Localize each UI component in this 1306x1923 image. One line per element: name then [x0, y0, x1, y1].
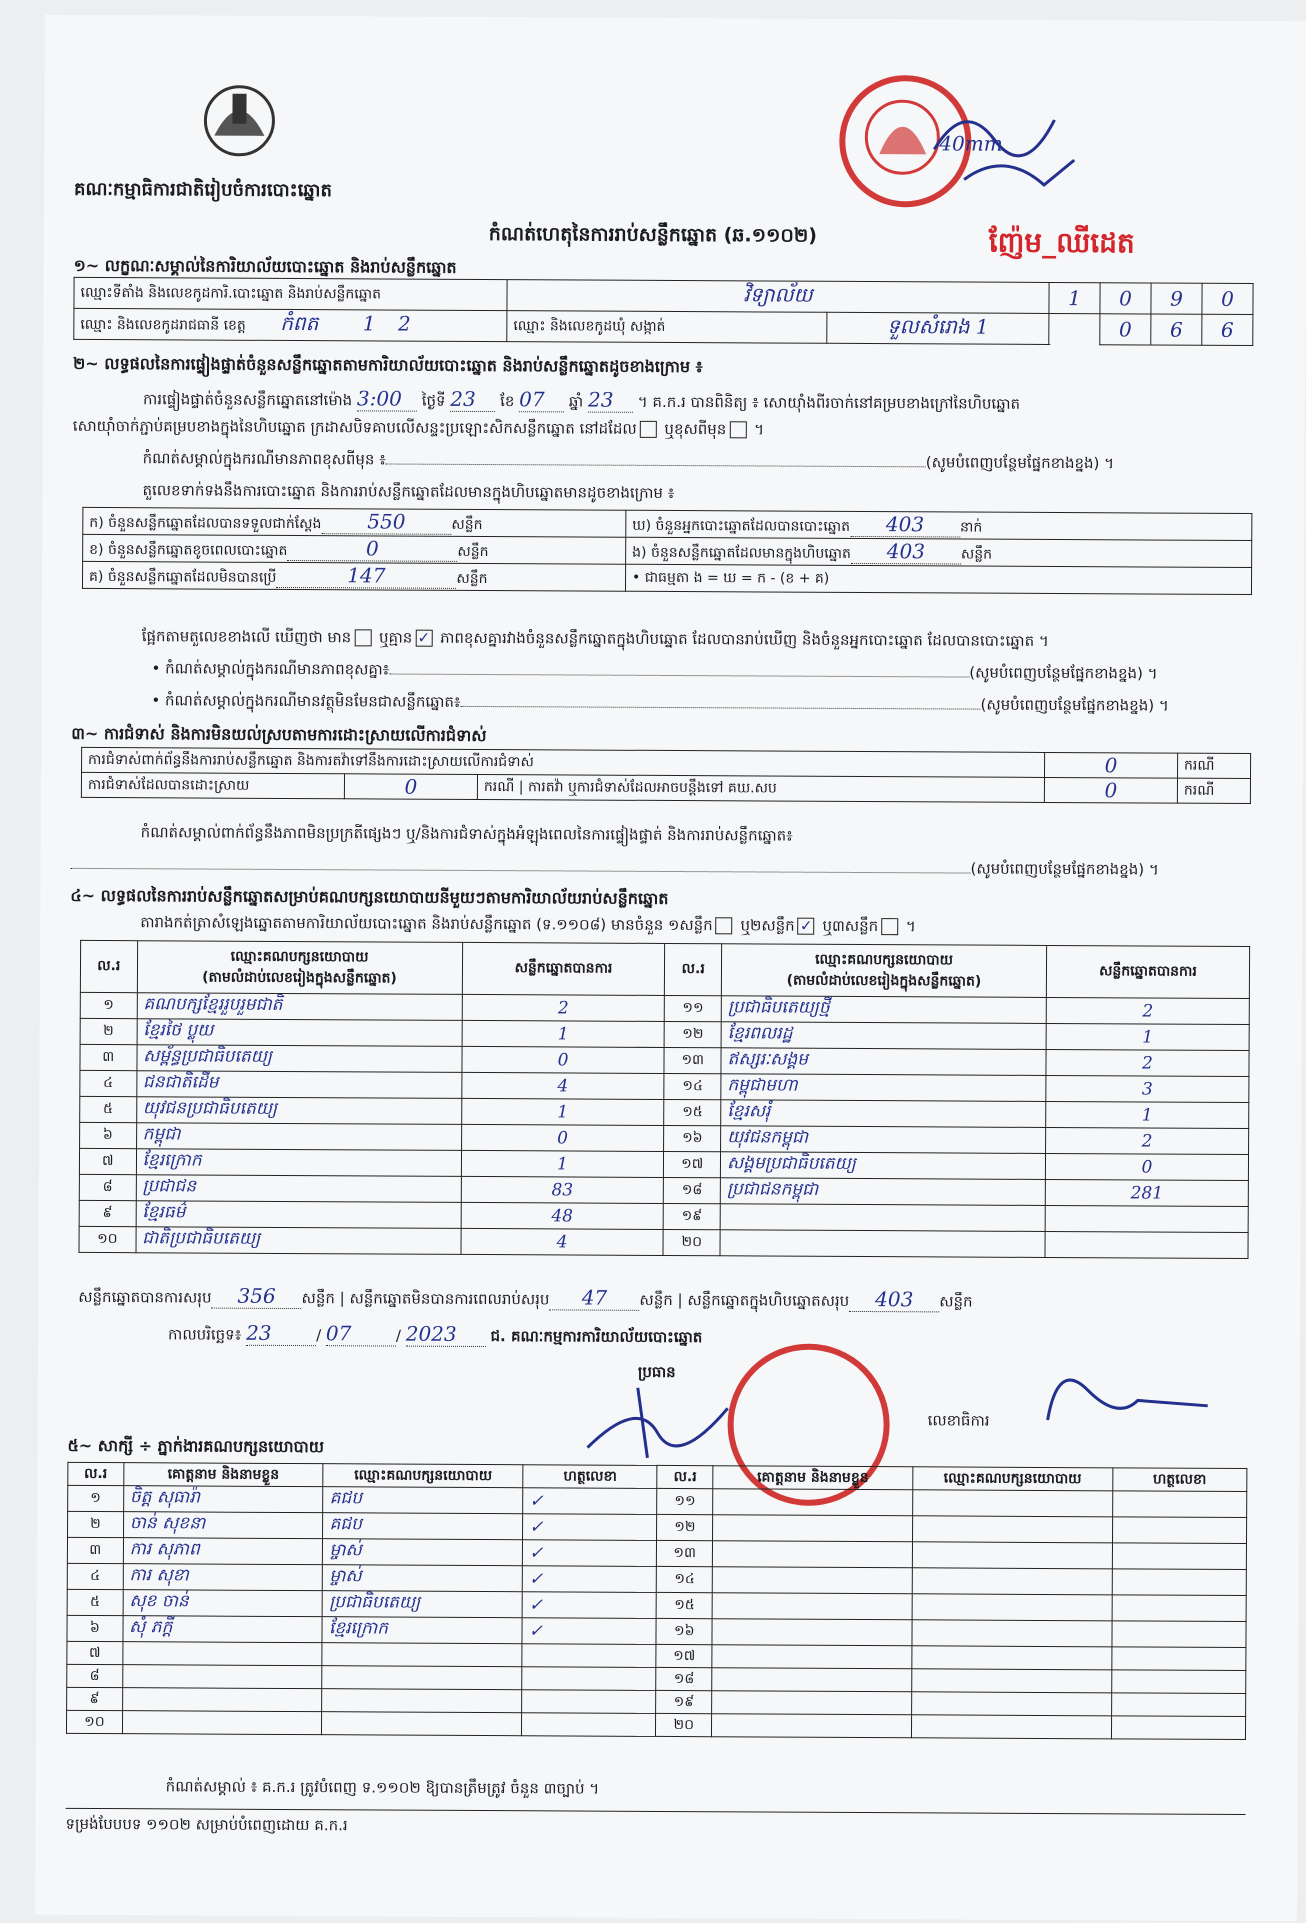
witness-party: ខ្មែរ​ក្រោក — [322, 1617, 522, 1644]
committee-label: ជ. គណៈកម្មការការិយាល័យបោះឆ្នោត — [490, 1327, 703, 1347]
party-no: ៧ — [79, 1148, 136, 1174]
three-sheets-checkbox — [881, 918, 898, 935]
station-table — [73, 277, 1253, 346]
date-day: 23 — [246, 1321, 316, 1346]
witness-no: ៤ — [67, 1563, 123, 1589]
bullet-difference: • កំណត់សម្គាល់ក្នុងករណីមានភាពខុសគ្នា៖ (សូមបំពេញបន្ថែមផ្នែកខាងខ្នង) ។ — [151, 659, 1158, 683]
witness-name — [712, 1668, 912, 1692]
witness-no: ៥ — [67, 1589, 123, 1615]
table-row — [66, 1710, 1245, 1739]
emblem-icon — [194, 75, 284, 165]
witness-signature — [1111, 1716, 1245, 1740]
secretary-label: លេខាធិការ — [927, 1411, 990, 1430]
section1-heading: ១~ លក្ខណៈសម្គាល់នៃការិយាល័យបោះឆ្នោត និងរាប់សន្លឹកឆ្នោត — [73, 255, 457, 277]
station-code-2: 0 — [1100, 283, 1151, 314]
party-votes: 2 — [1046, 997, 1249, 1024]
total-in-box: 403 — [849, 1287, 939, 1312]
party-no: ២ — [80, 1018, 137, 1044]
station-code-4: 0 — [1202, 283, 1253, 314]
witness-signature — [522, 1690, 656, 1714]
party-name: សម្ព័ន្ធ​ប្រជាធិបតេយ្យ — [137, 1045, 462, 1073]
witness-party — [322, 1712, 522, 1736]
tally-sheet-line: តារាងកត់ត្រាសំឡេងឆ្នោតតាមការិយាល័យបោះឆ្នោត និងរាប់សន្លឹកឆ្នោត (ទ.១១០៨) មានចំនួន ១សន្លឹក ឬ២សន្លឹក ✓ ឬ៣សន្លឹក ។ — [140, 913, 916, 936]
witness-signature — [1112, 1569, 1246, 1596]
witness-signature: ✓ — [522, 1566, 656, 1593]
voters-value: 403 — [850, 512, 960, 538]
witness-signature — [1112, 1491, 1246, 1518]
total-invalid: 47 — [549, 1285, 639, 1310]
witness-party — [322, 1666, 522, 1690]
witness-no: ១៨ — [656, 1667, 712, 1690]
party-votes: 1 — [462, 1020, 665, 1047]
party-name: ឥស្សរៈ​សង្គម — [721, 1048, 1046, 1076]
difference-line: ផ្អែកតាមតួលេខខាងលើ ឃើញថា មាន ឬគ្មាន ✓ ភាពខុសគ្នារវាងចំនួនសន្លឹកឆ្នោតក្នុងហិបឆ្នោត ដែលបានរាប់ឃើញ និងចំនួនអ្នកបោះឆ្នោត ដែលបានបោះឆ្នោត ។ — [141, 627, 1049, 650]
witness-party — [913, 1490, 1113, 1517]
party-name — [720, 1204, 1045, 1232]
date-line: កាលបរិច្ឆេទ៖ 23 / 07 / 2023 ជ. គណៈកម្មការការិយាល័យបោះឆ្នោត — [168, 1320, 703, 1347]
complaints-value: 0 — [1045, 752, 1178, 778]
party-votes: 48 — [461, 1202, 664, 1229]
party-votes: 0 — [461, 1046, 664, 1073]
received-row: ក) ចំនួនសន្លឹកឆ្នោតដែលបានទទួលជាក់ស្តែង 550 សន្លឹក — [83, 507, 626, 537]
commune-code-1: 0 — [1100, 314, 1151, 345]
party-no: ៦ — [80, 1122, 137, 1148]
witness-name: ចាន់ សុខនា — [123, 1512, 323, 1539]
spoiled-row: ខ) ចំនួនសន្លឹកឆ្នោតខូចពេលបោះឆ្នោត 0 សន្លឹក — [83, 534, 626, 564]
witness-party: គជប — [323, 1513, 523, 1540]
chair-signature — [577, 1378, 737, 1469]
party-name — [720, 1230, 1045, 1258]
time-value: 3:00 — [357, 386, 417, 411]
witness-signature — [522, 1667, 656, 1691]
received-value: 550 — [321, 509, 451, 535]
witness-party — [322, 1643, 522, 1667]
party-no: ១ — [80, 992, 137, 1018]
party-votes: 4 — [461, 1072, 664, 1099]
witness-no: ៣ — [67, 1537, 123, 1563]
party-votes: 1 — [1046, 1101, 1249, 1128]
stamp-name: ញ៉ែម_ឈីដេត — [988, 225, 1135, 260]
witness-party — [912, 1646, 1112, 1670]
party-votes: 83 — [461, 1176, 664, 1203]
province-value: កំពត — [280, 310, 319, 336]
total-valid: 356 — [212, 1284, 302, 1309]
witness-no: ៩ — [67, 1687, 123, 1710]
witness-signature — [522, 1713, 656, 1737]
witness-party — [912, 1568, 1112, 1595]
commune-code-2: 6 — [1151, 314, 1202, 345]
results-table: ល.រ ឈ្មោះគណបក្សនយោបាយ (តាមលំដាប់លេខរៀងក្នុងសន្លឹកឆ្នោត) សន្លឹកឆ្នោតបានការ ល.រ ឈ្មោះគណបក្សនយោបាយ (តាមលំដាប់លេខរៀងក្នុងសន្លឹកឆ្នោត) សន្លឹកឆ្នោតបានការ ១ គណបក្សខ្មែររួបរួមជាតិ 2 ១១ ប្រជាធិបតេយ្យ​ថ្មី 2 ២ ខ្មែរ​ថៃ​ ប្លុយ 1 ១២ ខ្មែរ​ពលរដ្ឋ 1 ៣ សម្ព័ន្ធ​ប្រជាធិបតេយ្យ 0 ១៣ ឥស្សរៈ​សង្គម 2 ៤ ជនជាតិ​ដើម 4 ១៤ កម្ពុជា​មហា 3 ៥ យុវជន​ប្រជាធិបតេយ្យ 1 ១៥ ខ្មែរ​ស​រុំ 1 ៦ កម្ពុជា 0 ១៦ យុវជន​កម្ពុជា 2 ៧ ខ្មែរ​ក្រោក 1 ១៧ សង្គម​ប្រជាធិបតេយ្យ 0 ៨ ប្រជាជន 83 ១៨ ប្រជាជន​កម្ពុជា 281 ៩ ខ្មែរ​ធម៌ 48 ១៩ ១០ ជាតិ​ប្រជាធិបតេយ្យ 4 ២០ — [79, 940, 1251, 1259]
signature-top — [924, 89, 1095, 200]
station-code-1: 1 — [1049, 282, 1100, 313]
witness-no: ២០ — [656, 1713, 712, 1736]
form-sheet: គណៈកម្មាធិការជាតិរៀបចំការបោះឆ្នោត 40mm ញ៉ែម_ឈីដេត កំណត់ហេតុនៃការរាប់សន្លឹកឆ្នោត (ឆ.១១០២) ១~ លក្ខណៈសម្គាល់នៃការិយាល័យបោះឆ្នោត និងរាប់សន្លឹកឆ្នោត ឈ្មោះទីតាំង និងលេខកូដការិ.បោះឆ្នោត និងរាប់សន្លឹកឆ្នោត វិទ្យាល័យ 1 0 9 0 ឈ្មោះ និងលេខកូដរាជធានី ខេត្ត កំពត 1 2 ឈ្មោះ និងលេខកូដឃុំ សង្កាត់ ទួលសំរោង 1 0 6 6 ២~ លទ្ធផលនៃការផ្ទៀងផ្ទាត់ចំនួនសន្លឹកឆ្នោតតាមការិយាល័យបោះឆ្នោត និងរាប់សន្លឹកឆ្នោតដូចខាងក្រោម ៖ ការផ្ទៀងផ្ទាត់ចំនួនសន្លឹកឆ្នោតនៅម៉ោង 3:00 ថ្ងៃទី 23 ខែ 07 ឆ្នាំ 23 ។ គ.ក.រ បានពិនិត្យ ៖ សោយ៉ាំងពីរចាក់នៅគម្របខាងក្រៅនៃហិបឆ្នោត សោយ៉ាំចាក់ភ្ជាប់គម្របខាងក្នុងនៃហិបឆ្នោត ក្រដាសបិទគាបលើសន្ទះប្រឡោះសិកសន្លឹកឆ្នោត នៅដដែល ឬខុសពីមុន ។ កំណត់សម្គាល់ក្នុងករណីមានភាពខុសពីមុន ៖ (សូមបំពេញបន្ថែមផ្នែកខាងខ្នង) ។ តួលេខទាក់ទងនឹងការបោះឆ្នោត និងការរាប់សន្លឹកឆ្នោតដែលមានក្នុងហិបឆ្នោតមានដូចខាងក្រោម ៖ ក) ចំនួនសន្លឹកឆ្នោតដែលបានទទួលជាក់ស្តែង 550 សន្លឹក ឃ) ចំនួនអ្នកបោះឆ្នោតដែលបានបោះឆ្នោត 403 នាក់ ខ) ចំនួនសន្លឹកឆ្នោតខូចពេលបោះឆ្នោត 0 សន្លឹក ង) ចំនួនសន្លឹកឆ្នោតដែលមានក្នុងហិបឆ្នោត 403 សន្លឹក គ) ចំនួនសន្លឹកឆ្នោតដែលមិនបានប្រើ 147 សន្លឹក • ជាធម្មតា ង = ឃ = ក - (ខ + គ) ផ្អែកតាមតួលេខខាងលើ ឃើញថា មាន ឬគ្មាន ✓ ភាពខុសគ្នារវាងចំនួនសន្លឹកឆ្នោតក្នុងហិបឆ្នោត ដែលបានរាប់ឃើញ និងចំនួនអ្នកបោះឆ្នោត ដែលបានបោះឆ្នោត ។ • កំណត់សម្គាល់ក្នុងករណីមានភាពខុសគ្នា៖ (សូមបំពេញបន្ថែមផ្នែកខាងខ្នង) ។ • កំណត់សម្គាល់ក្នុងករណីមានវត្ថុមិនមែនជាសន្លឹកឆ្នោត៖ (សូមបំពេញបន្ថែមផ្នែកខាងខ្នង) ។ ៣~ ការជំទាស់ និងការមិនយល់ស្របតាមការដោះស្រាយលើការជំទាស់ ការជំទាស់ពាក់ព័ន្ធនឹងការរាប់សន្លឹកឆ្នោត និងការតវ៉ាទៅនឹងការដោះស្រាយលើការជំទាស់ 0 ករណី ការជំទាស់ដែលបានដោះស្រាយ 0 ករណី | ការតវ៉ា ឬការជំទាស់ដែលអាចបន្តឹងទៅ គឃ.សប 0 ករណី កំណត់សម្គាល់ពាក់ព័ន្ធនឹងភាពមិនប្រក្រតីផ្សេងៗ ឬ/និងការជំទាស់ក្នុងអំឡុងពេលនៃការផ្ទៀងផ្ទាត់ និងការរាប់សន្លឹកឆ្នោត៖ (សូមបំពេញបន្ថែមផ្នែកខាងខ្នង) ។ ៤~ លទ្ធផលនៃការរាប់សន្លឹកឆ្នោតសម្រាប់គណបក្សនយោបាយនីមួយៗតាមការិយាល័យរាប់សន្លឹកឆ្នោត តារាងកត់ត្រាសំឡេងឆ្នោតតាមការិយាល័យបោះឆ្នោត និងរាប់សន្លឹកឆ្នោត (ទ.១១០៨) មានចំនួន ១សន្លឹក ឬ២សន្លឹក ✓ ឬ៣សន្លឹក ។ ល.រ ឈ្មោះគណបក្សនយោបាយ (តាមលំដាប់លេខរៀងក្នុងសន្លឹកឆ្នោត) សន្លឹកឆ្នោតបានការ ល.រ ឈ្មោះគណបក្សនយោបាយ (តាមលំដាប់លេខរៀងក្នុងសន្លឹកឆ្នោត) សន្លឹកឆ្នោតបានការ ១ គណបក្សខ្មែររួបរួមជាតិ 2 ១១ ប្រជាធិបតេយ្យ​ថ្មី 2 ២ ខ្មែរ​ថៃ​ ប្លុយ 1 ១២ ខ្មែរ​ពលរដ្ឋ 1 ៣ សម្ព័ន្ធ​ប្រជាធិបតេយ្យ 0 ១៣ ឥស្សរៈ​សង្គម 2 ៤ ជនជាតិ​ដើម 4 ១៤ កម្ពុជា​មហា 3 ៥ យុវជន​ប្រជាធិបតេយ្យ 1 ១៥ ខ្មែរ​ស​រុំ 1 ៦ កម្ពុជា 0 ១៦ យុវជន​កម្ពុជា 2 ៧ ខ្មែរ​ក្រោក 1 ១៧ សង្គម​ប្រជាធិបតេយ្យ 0 ៨ ប្រជាជន 83 ១៨ ប្រជាជន​កម្ពុជា 281 ៩ ខ្មែរ​ធម៌ 48 ១៩ ១០ ជាតិ​ប្រជាធិបតេយ្យ 4 ២០ សន្លឹកឆ្នោតបានការសរុប 356 សន្លឹក | សន្លឹកឆ្នោតមិនបានការពេលរាប់សរុប 47 សន្លឹក | សន្លឹកឆ្នោតក្នុងហិបឆ្នោតសរុប 403 សន្លឹក កាលបរិច្ឆេទ៖ 23 / 07 / 2023 ជ. គណៈកម្មការការិយាល័យបោះឆ្នោត ប្រធាន លេខាធិការ ៥~ សាក្សី ÷ ភ្នាក់ងារគណបក្សនយោបាយ ល.រ គោត្តនាម និងនាមខ្លួន ឈ្មោះគណបក្សនយោបាយ ហត្ថលេខា ល.រ គោត្តនាម និងនាមខ្លួន ឈ្មោះគណបក្សនយោបាយ ហត្ថលេខា ១ ចិត្ត សុធារ៉ា គជប ✓ ១១ ២ ចាន់ សុខនា គជប ✓ ១២ ៣ ការ សុភាព ម្ចាស់ ✓ ១៣ ៤ ការ សុខា ម្ចាស់ ✓ ១៤ ៥ សុខ ចាន់ ប្រជាធិបតេយ្យ ✓ ១៥ ៦ សុំ ភក្តី ខ្មែរ​ក្រោក ✓ ១៦ ៧ ១៧ ៨ ១៨ ៩ ១៩ ១០ ២០ កំណត់សម្គាល់ ៖ គ.ក.រ ត្រូវបំពេញ ទ.១១០២ ឱ្យបានត្រឹមត្រូវ ចំនួន ៣ច្បាប់ ។ ទម្រង់បែបបទ ១១០២ សម្រាប់បំពេញដោយ គ.ក.រ — [35, 15, 1306, 1922]
party-no: ៩ — [79, 1200, 136, 1226]
witness-party — [912, 1669, 1112, 1693]
resolved-label: ការជំទាស់ដែលបានដោះស្រាយ — [81, 772, 344, 798]
party-no: ១៩ — [664, 1203, 721, 1229]
irregularity-note: កំណត់សម្គាល់ពាក់ព័ន្ធនឹងភាពមិនប្រក្រតីផ្សេងៗ ឬ/និងការជំទាស់ក្នុងអំឡុងពេលនៃការផ្ទៀងផ្ទាត់ និងការរាប់សន្លឹកឆ្នោត៖ — [140, 823, 793, 845]
party-name: សង្គម​ប្រជាធិបតេយ្យ — [720, 1152, 1045, 1180]
complaints-table: ការជំទាស់ពាក់ព័ន្ធនឹងការរាប់សន្លឹកឆ្នោត និងការតវ៉ាទៅនឹងការដោះស្រាយលើការជំទាស់ 0 ករណី ការជំទាស់ដែលបានដោះស្រាយ 0 ករណី | ការតវ៉ា ឬការជំទាស់ដែលអាចបន្តឹងទៅ គឃ.សប 0 ករណី — [81, 747, 1251, 804]
party-no: ៤ — [80, 1070, 137, 1096]
chair-label: ប្រធាន — [637, 1362, 676, 1382]
changed-checkbox — [729, 421, 746, 438]
figures-table — [82, 507, 1252, 595]
party-name: យុវជន​ប្រជាធិបតេយ្យ — [136, 1097, 461, 1125]
witness-no: ៧ — [67, 1641, 123, 1664]
party-votes: 3 — [1046, 1075, 1249, 1102]
commune-label: ឈ្មោះ និងលេខកូដឃុំ សង្កាត់ — [507, 311, 827, 344]
party-name: ខ្មែរ​ពលរដ្ឋ — [721, 1022, 1046, 1050]
has-difference-checkbox — [354, 629, 371, 646]
witness-name — [712, 1714, 912, 1738]
party-name: ប្រជាជន — [136, 1175, 461, 1203]
witness-signature: ✓ — [522, 1618, 656, 1645]
party-name: ខ្មែរ​ថៃ​ ប្លុយ — [137, 1019, 462, 1047]
witness-signature — [1111, 1670, 1245, 1694]
appeal-value: 0 — [1044, 777, 1177, 803]
witness-name: សុខ ចាន់ — [123, 1590, 323, 1617]
commune-code-3: 6 — [1202, 314, 1253, 345]
party-no: ១៦ — [664, 1125, 721, 1151]
station-code-3: 9 — [1151, 283, 1202, 314]
party-name: ខ្មែរ​ក្រោក — [136, 1149, 461, 1177]
witness-name: ការ សុខា — [123, 1564, 323, 1591]
party-no: ៥ — [80, 1096, 137, 1122]
party-votes: 2 — [1046, 1127, 1249, 1154]
witness-name — [712, 1619, 912, 1646]
witness-party — [912, 1620, 1112, 1647]
bullet-foreign-object: • កំណត់សម្គាល់ក្នុងករណីមានវត្ថុមិនមែនជាសន្លឹកឆ្នោត៖ (សូមបំពេញបន្ថែមផ្នែកខាងខ្នង) ។ — [151, 691, 1169, 715]
witness-no: ១៦ — [656, 1618, 712, 1644]
witness-party: ម្ចាស់ — [323, 1539, 523, 1566]
party-name: ប្រជាជន​កម្ពុជា — [720, 1178, 1045, 1206]
witness-signature — [522, 1644, 656, 1668]
difference-note: កំណត់សម្គាល់ក្នុងករណីមានភាពខុសពីមុន ៖ (សូមបំពេញបន្ថែមផ្នែកខាងខ្នង) ។ — [142, 449, 1115, 473]
no-difference-checkbox: ✓ — [415, 630, 432, 647]
org-name: គណៈកម្មាធិការជាតិរៀបចំការបោះឆ្នោត — [74, 178, 332, 202]
witness-party — [912, 1542, 1112, 1569]
witness-no: ១១ — [657, 1488, 713, 1514]
witness-no: ២ — [68, 1511, 124, 1537]
party-no: ១១ — [665, 995, 722, 1021]
party-votes: 281 — [1045, 1179, 1248, 1206]
witness-signature: ✓ — [523, 1540, 657, 1567]
party-no: ៨ — [79, 1174, 136, 1200]
party-votes: 1 — [1046, 1023, 1249, 1050]
section4-heading: ៤~ លទ្ធផលនៃការរាប់សន្លឹកឆ្នោតសម្រាប់គណបក្សនយោបាយនីមួយៗតាមការិយាល័យរាប់សន្លឹកឆ្នោត — [70, 885, 669, 908]
party-votes: 1 — [461, 1098, 664, 1125]
witness-name — [713, 1489, 913, 1516]
party-votes: 0 — [1045, 1153, 1248, 1180]
witness-no: ១៩ — [656, 1690, 712, 1713]
witness-no: ៦ — [67, 1615, 123, 1641]
date-year: 2023 — [406, 1322, 486, 1347]
witness-party — [322, 1689, 522, 1713]
unused-value: 147 — [276, 563, 456, 589]
section5-heading: ៥~ សាក្សី ÷ ភ្នាក់ងារគណបក្សនយោបាយ — [67, 1435, 325, 1457]
one-sheet-checkbox — [716, 917, 733, 934]
table-row — [79, 1226, 1248, 1258]
two-sheets-checkbox: ✓ — [798, 918, 815, 935]
witness-no: ១៣ — [657, 1540, 713, 1566]
witness-name — [713, 1515, 913, 1542]
complaints-label: ការជំទាស់ពាក់ព័ន្ធនឹងការរាប់សន្លឹកឆ្នោត និងការតវ៉ាទៅនឹងការដោះស្រាយលើការជំទាស់ — [82, 747, 1045, 777]
in-box-value: 403 — [851, 539, 961, 565]
witness-party: ប្រជាធិបតេយ្យ — [323, 1591, 523, 1618]
witness-party: ម្ចាស់ — [323, 1565, 523, 1592]
unchanged-checkbox — [640, 421, 657, 438]
witness-name: ចិត្ត សុធារ៉ា — [123, 1486, 323, 1513]
date-month: 07 — [326, 1321, 396, 1346]
spoiled-value: 0 — [287, 536, 457, 562]
witness-signature: ✓ — [523, 1514, 657, 1541]
station-label: ឈ្មោះទីតាំង និងលេខកូដការិ.បោះឆ្នោត និងរាប់សន្លឹកឆ្នោត — [74, 277, 507, 310]
party-name: កម្ពុជា​មហា — [721, 1074, 1046, 1102]
commune-value: ទួលសំរោង 1 — [827, 312, 1049, 344]
witness-signature — [1112, 1595, 1246, 1622]
verification-line: ការផ្ទៀងផ្ទាត់ចំនួនសន្លឹកឆ្នោតនៅម៉ោង 3:00 ថ្ងៃទី 23 ខែ 07 ឆ្នាំ 23 ។ គ.ក.រ បានពិនិត្យ ៖ សោយ៉ាំងពីរចាក់នៅគម្របខាងក្រៅនៃហិបឆ្នោត — [142, 386, 1021, 413]
in-box-row: ង) ចំនួនសន្លឹកឆ្នោតដែលមានក្នុងហិបឆ្នោត 403 សន្លឹក — [626, 537, 1252, 567]
witness-name: សុំ ភក្តី — [123, 1616, 323, 1643]
witness-name — [122, 1711, 322, 1735]
resolved-value: 0 — [344, 774, 477, 800]
witness-party — [911, 1692, 1111, 1716]
province-label: ឈ្មោះ និងលេខកូដរាជធានី ខេត្ត កំពត 1 2 — [74, 308, 507, 341]
party-no: ១៤ — [664, 1073, 721, 1099]
party-name: ប្រជាធិបតេយ្យ​ថ្មី — [721, 996, 1046, 1024]
party-no: ១៨ — [664, 1177, 721, 1203]
party-name: ខ្មែរ​ធម៌ — [136, 1201, 461, 1229]
figures-intro: តួលេខទាក់ទងនឹងការបោះឆ្នោត និងការរាប់សន្លឹកឆ្នោតដែលមានក្នុងហិបឆ្នោតមានដូចខាងក្រោម ៖ — [142, 481, 675, 503]
party-no: ១០ — [79, 1226, 136, 1252]
witness-no: ១០ — [66, 1710, 122, 1733]
witness-signature — [1112, 1647, 1246, 1671]
witness-signature — [1112, 1621, 1246, 1648]
witness-name — [123, 1642, 323, 1666]
section2-heading: ២~ លទ្ធផលនៃការផ្ទៀងផ្ទាត់ចំនួនសន្លឹកឆ្នោតតាមការិយាល័យបោះឆ្នោត និងរាប់សន្លឹកឆ្នោតដូចខាងក្រោម ៖ — [73, 353, 703, 377]
party-name: យុវជន​កម្ពុជា — [721, 1126, 1046, 1154]
formula: • ជាធម្មតា ង = ឃ = ក - (ខ + គ) — [625, 564, 1251, 594]
party-no: ១៣ — [664, 1047, 721, 1073]
party-no: ៣ — [80, 1044, 137, 1070]
witness-party — [912, 1516, 1112, 1543]
witness-no: ១២ — [657, 1514, 713, 1540]
witness-name — [122, 1688, 322, 1712]
party-votes: 2 — [1046, 1049, 1249, 1076]
day-value: 23 — [450, 387, 495, 412]
witness-signature: ✓ — [522, 1592, 656, 1619]
station-value: វិទ្យាល័យ — [507, 280, 1049, 314]
witness-name — [713, 1541, 913, 1568]
witness-name: ការ សុភាព — [123, 1538, 323, 1565]
witness-no: ១៤ — [657, 1566, 713, 1592]
seal-line: សោយ៉ាំចាក់ភ្ជាប់គម្របខាងក្នុងនៃហិបឆ្នោត ក្រដាសបិទគាបលើសន្ទះប្រឡោះសិកសន្លឹកឆ្នោត នៅដដែល ឬខុសពីមុន ។ — [72, 416, 765, 439]
voters-row: ឃ) ចំនួនអ្នកបោះឆ្នោតដែលបានបោះឆ្នោត 403 នាក់ — [626, 510, 1252, 540]
footer-divider — [66, 1808, 1246, 1815]
witness-no: ៨ — [67, 1664, 123, 1687]
party-no: ២០ — [663, 1229, 720, 1255]
year-value: 23 — [588, 388, 633, 413]
unused-row: គ) ចំនួនសន្លឹកឆ្នោតដែលមិនបានប្រើ 147 សន្លឹក — [82, 561, 625, 591]
party-votes: 0 — [461, 1124, 664, 1151]
month-value: 07 — [519, 387, 564, 412]
form-title: កំណត់ហេតុនៃការរាប់សន្លឹកឆ្នោត (ឆ.១១០២) — [488, 223, 817, 247]
secretary-signature — [1028, 1350, 1228, 1441]
witness-no: ១ — [68, 1485, 124, 1511]
witness-signature — [1112, 1517, 1246, 1544]
form-note: ទម្រង់បែបបទ ១១០២ សម្រាប់បំពេញដោយ គ.ក.រ — [65, 1814, 348, 1835]
witness-name — [712, 1593, 912, 1620]
party-name: ជនជាតិ​ដើម — [136, 1071, 461, 1099]
witness-no: ១៧ — [656, 1644, 712, 1667]
footnote: កំណត់សម្គាល់ ៖ គ.ក.រ ត្រូវបំពេញ ទ.១១០២ ឱ្យបានត្រឹមត្រូវ ចំនួន ៣ច្បាប់ ។ — [165, 1777, 600, 1798]
party-name: ខ្មែរ​ស​រុំ — [721, 1100, 1046, 1128]
witness-party — [912, 1594, 1112, 1621]
party-name: កម្ពុជា — [136, 1123, 461, 1151]
witness-party: គជប — [323, 1487, 523, 1514]
party-votes: 2 — [462, 994, 665, 1021]
party-name: ជាតិ​ប្រជាធិបតេយ្យ — [136, 1227, 461, 1255]
witness-table: ល.រ គោត្តនាម និងនាមខ្លួន ឈ្មោះគណបក្សនយោបាយ ហត្ថលេខា ល.រ គោត្តនាម និងនាមខ្លួន ឈ្មោះគណបក្សនយោបាយ ហត្ថលេខា ១ ចិត្ត សុធារ៉ា គជប ✓ ១១ ២ ចាន់ សុខនា គជប ✓ ១២ ៣ ការ សុភាព ម្ចាស់ ✓ ១៣ ៤ ការ សុខា ម្ចាស់ ✓ ១៤ ៥ សុខ ចាន់ ប្រជាធិបតេយ្យ ✓ ១៥ ៦ សុំ ភក្តី ខ្មែរ​ក្រោក ✓ ១៦ ៧ ១៧ ៨ ១៨ ៩ ១៩ ១០ ២០ — [66, 1462, 1247, 1740]
section3-heading: ៣~ ការជំទាស់ និងការមិនយល់ស្របតាមការដោះស្រាយលើការជំទាស់ — [71, 723, 487, 746]
party-no: ១៧ — [664, 1151, 721, 1177]
witness-no: ១៥ — [657, 1592, 713, 1618]
party-votes: 4 — [461, 1228, 664, 1255]
witness-party — [911, 1715, 1111, 1739]
witness-name — [712, 1567, 912, 1594]
witness-name — [712, 1691, 912, 1715]
witness-signature — [1112, 1543, 1246, 1570]
appeal-label: ការតវ៉ា ឬការជំទាស់ដែលអាចបន្តឹងទៅ គឃ.សប — [527, 778, 777, 797]
witness-signature: ✓ — [523, 1488, 657, 1515]
party-name: គណបក្សខ្មែររួបរួមជាតិ — [137, 993, 462, 1021]
witness-signature — [1111, 1693, 1245, 1717]
witness-name — [712, 1645, 912, 1669]
party-votes — [1045, 1231, 1248, 1258]
party-votes — [1045, 1205, 1248, 1232]
party-votes: 1 — [461, 1150, 664, 1177]
party-no: ១២ — [665, 1021, 722, 1047]
totals-line: សន្លឹកឆ្នោតបានការសរុប 356 សន្លឹក | សន្លឹកឆ្នោតមិនបានការពេលរាប់សរុប 47 សន្លឹក | សន្លឹកឆ្នោតក្នុងហិបឆ្នោតសរុប 403 សន្លឹក — [78, 1283, 973, 1312]
witness-name — [122, 1665, 322, 1689]
stamp-size-note: 40mm — [939, 131, 1003, 156]
party-no: ១៥ — [664, 1099, 721, 1125]
